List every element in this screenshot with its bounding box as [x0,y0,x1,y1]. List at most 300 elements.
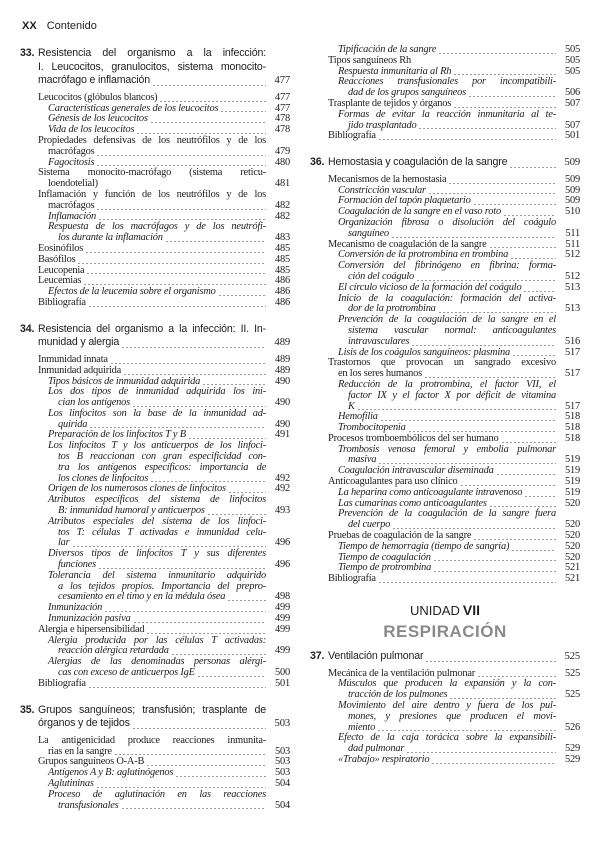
toc-line [310,337,580,348]
page-number: 521 [565,562,580,574]
toc-entry [310,131,580,142]
toc-line-text: Pruebas de coagulación de la sangre [328,530,472,542]
dot-leader [473,197,556,207]
toc-line-text: Grupos sanguíneos; transfusión; trasplante de [38,703,266,716]
toc-line-text: B: inmunidad humoral y anticuerpos [58,505,205,517]
toc-line-text: Trombosis venosa femoral y embolia pulmonar [338,443,556,455]
toc-line-text: Antígenos A y B: aglutinógenos [48,767,174,779]
page-number: 499 [275,645,290,657]
dot-leader [96,158,266,168]
toc-line-text: Bibliografía [328,573,376,585]
dot-leader [357,402,556,412]
toc-column-left [20,47,290,825]
toc-line-text: rias en la sangre [48,745,112,757]
toc-line-text: transfusionales [58,799,119,811]
toc-subentry [310,261,580,283]
chapter-number: 37. [310,650,325,663]
page-number: 503 [274,718,290,730]
dot-leader [411,338,556,348]
chapter-block [20,704,290,812]
toc-line-text: Mecánica de la ventilación pulmonar [328,667,476,679]
page-number: 504 [275,777,290,789]
toc-line-text: Atributos especiales del sistema de los linfoci- [48,515,266,527]
toc-line [20,704,290,718]
toc-line [20,625,290,636]
dot-leader [121,801,266,811]
dot-leader [188,431,266,441]
toc-line-text: Anticoagulantes para uso clínico [328,476,458,488]
page-number: 480 [275,156,290,168]
toc-line-text: Inmunización [48,602,103,614]
page-number: 525 [564,651,580,663]
unit-label [310,603,580,618]
toc-line-text: dad de los grupos sanguíneos [348,87,466,99]
toc-subentry [20,495,290,517]
toc-line-text: dad pulmonar [348,743,405,755]
toc-line [20,366,290,377]
toc-line-text: Efectos de la leucemia sobre el organismo [48,286,216,298]
dot-leader [378,575,556,585]
toc-subentry [310,218,580,240]
toc-line [20,201,290,212]
toc-line-text: ción del coágulo [348,270,415,282]
toc-line-text: Reducción de la protrombina, el factor VII, el [338,378,556,390]
page-number: 485 [275,253,290,265]
toc-line-text: reacción alérgica retardada [58,645,169,657]
toc-line [20,790,290,801]
toc-entry [20,93,290,104]
dot-leader [150,474,266,484]
toc-line-text: mones, y presiones que producen el movi- [348,710,556,722]
page-number: 529 [565,754,580,766]
dot-leader [377,723,556,733]
dot-leader [511,543,556,553]
toc-line-text: tra los antígenos específicos: importancia de [58,461,266,473]
dot-leader [96,780,266,790]
page-number: 509 [565,173,580,185]
toc-line-text: Tipificación de la sangre [338,44,437,55]
toc-line-text: sistema vascular normal: anticoagulantes [348,324,556,336]
toc-line-text: Hemostasia y coagulación de la sangre [328,156,508,169]
chapter-heading [310,650,580,664]
page-number: 512 [565,270,580,282]
toc-line [310,574,580,585]
toc-line-text: Mecanismos de la hemostasia [328,173,447,185]
toc-line-text: tos B reaccionan con gran especificidad con- [58,451,266,463]
toc-subentry [310,283,580,294]
toc-line-text: Atributos específicos del sistema de linfocitos [48,494,266,506]
toc-line-text: «Trabajo» respiratorio [338,754,430,766]
toc-line-text: los durante la inflamación [58,232,163,244]
toc-subentry [20,441,290,484]
toc-line-text: Constricción vascular [338,184,426,196]
page-number: 505 [565,54,580,66]
toc-line-text: Inflamación y función de los neutrófilos y de los [38,188,266,200]
toc-entry [20,255,290,266]
dot-leader [438,46,556,56]
toc-subentry [310,733,580,755]
dot-leader [380,413,556,423]
toc-line-text: masiva [348,454,377,466]
toc-line-text: Bibliografía [38,296,86,308]
toc-line-text: Fagocitosis [48,156,95,168]
dot-leader [460,478,556,488]
unit-word: UNIDAD [410,603,460,619]
toc-subentry [310,679,580,701]
dot-leader [227,593,266,603]
chapter-block [310,650,580,766]
toc-line-text: Bibliografía [38,677,86,689]
page-number: 509 [565,195,580,207]
dot-leader [489,499,556,509]
dot-leader [110,356,266,366]
toc-line [20,736,290,747]
dot-leader [378,456,556,466]
dot-leader [98,212,266,222]
toc-line-text: Alergia e hipersensibilidad [38,623,145,635]
page-number-roman: XX [22,20,37,32]
page-number: 517 [565,346,580,358]
toc-line [20,336,290,350]
dot-leader [218,288,266,298]
toc-line-text: Tiempo de coagulación [338,551,431,563]
toc-line-text: Mecanismo de coagulación de la sangre [328,238,487,250]
toc-subentry [310,445,580,467]
page-number: 477 [275,91,290,103]
dot-leader [503,208,556,218]
toc-line-text: quirida [58,418,88,430]
page-number: 496 [275,559,290,571]
toc-line-text: jido trasplantado [348,119,417,131]
toc-entry [20,366,290,377]
toc-line-text: cesamiento en el timo y en la médula ósea [58,591,226,603]
toc-line-text: macrófagos [48,145,95,157]
toc-line-text: Trastornos que provocan un sangrado excesivo [328,357,556,369]
toc-line-text: dor de la protrombina [348,303,436,315]
toc-line [310,131,580,142]
toc-entry [20,298,290,309]
toc-entry [310,574,580,585]
unit-title: RESPIRACIÓN [383,622,507,642]
dot-leader [197,669,266,679]
page-number: 499 [275,623,290,635]
dot-leader [114,747,266,757]
toc-line-text: Reacciones transfusionales por incompatibili- [338,76,556,88]
dot-leader [378,132,556,142]
dot-leader [433,564,556,574]
dot-leader [202,377,266,387]
dot-leader [418,121,556,131]
chapter-block [310,156,580,585]
toc-line-text: Movimiento del aire dentro y fuera de los pul- [338,700,556,712]
page-number: 490 [275,397,290,409]
toc-line-text: Ventilación pulmonar [328,650,424,663]
page-number: 504 [275,799,290,811]
toc-line [310,156,580,170]
dot-leader [85,245,266,255]
toc-line-text: Vida de los leucocitos [48,124,135,136]
page-number: 513 [565,281,580,293]
toc-line-text: intravasculares [348,335,410,347]
toc-line-text: tracción de los pulmones [348,689,448,701]
page-number: 516 [565,335,580,347]
page-number: 481 [275,178,290,190]
running-title: Contenido [46,20,97,32]
page-number: 519 [565,465,580,477]
dot-leader [98,561,266,571]
dot-leader [72,539,266,549]
dot-leader [425,654,556,664]
toc-subentry [20,517,290,549]
toc-line-text: Tolerancia del sistema inmunitario adquirido [48,569,266,581]
toc-line [20,298,290,309]
toc-entry [20,168,290,190]
page-number: 520 [565,497,580,509]
toc-line-text: Eosinófilos [38,242,84,254]
toc-line-text: Los linfocitos son la base de la inmunidad ad- [48,407,266,419]
toc-subentry [310,110,580,132]
dot-leader [132,399,266,409]
toc-line-text: Hemofilia [338,411,378,423]
toc-line-text: Leucocitos (glóbulos blancos) [38,91,158,103]
dot-leader [175,769,266,779]
page-number: 493 [275,505,290,517]
toc-line-text: Sistema monocito-macrófago (sistema reticu- [38,167,266,179]
toc-entry [310,56,580,67]
dot-leader [165,234,266,244]
page-number: 492 [275,483,290,495]
toc-line-text: Prevención de la coagulación de la sangre fuera [338,508,556,520]
dot-leader [489,240,557,250]
toc-line-text: Tipos básicos de inmunidad adquirida [48,375,201,387]
page-number: 519 [565,454,580,466]
toc-line [310,110,580,121]
dot-leader [123,367,266,377]
toc-subentry [310,701,580,733]
toc-line-text: Inmunidad innata [38,353,108,365]
page-number: 485 [275,242,290,254]
toc-line [20,61,290,75]
dot-leader [136,126,266,136]
dot-leader [468,89,556,99]
page-number: 507 [565,119,580,131]
toc-subentry [310,294,580,316]
toc-line-text: órganos y de tejidos [38,717,130,730]
toc-column-right [310,45,580,780]
toc-line-text: Leucopenia [38,264,85,276]
page-number: 491 [275,429,290,441]
toc-entry [20,679,290,690]
dot-leader [88,299,266,309]
page-number: 490 [275,418,290,430]
page-number: 505 [565,65,580,77]
chapter-number: 36. [310,156,325,169]
toc-line-text: en los seres humanos [338,368,423,380]
page-number: 501 [275,677,290,689]
page-number: 489 [274,337,290,349]
toc-line-text: Resistencia del organismo a la infección: [38,47,266,59]
chapter-number: 35. [20,703,35,716]
page-number: 503 [275,767,290,779]
toc-line-text: Prevención de la coagulación de la sangre en el [338,314,556,326]
dot-leader [433,553,556,563]
toc-line [20,255,290,266]
toc-line-text: loendotelial) [48,178,98,190]
page-number: 520 [565,551,580,563]
dot-leader [510,251,556,261]
chapter-heading [310,156,580,170]
dot-leader [501,435,556,445]
page-number: 503 [275,745,290,757]
page-number: 483 [275,232,290,244]
dot-leader [146,626,266,636]
toc-line-text: Procesos tromboembólicos del ser humano [328,432,499,444]
unit-roman: VII [462,602,480,619]
chapter-heading [20,47,290,88]
toc-line-text: Los linfocitos T y los anticuerpos de los linfoci- [48,440,266,452]
toc-line-text: miento [348,721,376,733]
dot-leader [453,100,556,110]
toc-line-text: Coagulación intravascular diseminada [338,465,494,477]
toc-line-text: Organización fibrosa o disolución del coágulo [338,216,556,228]
toc-line-text: Inflamación [48,210,97,222]
chapter-number: 34. [20,322,35,335]
toc-line-text: Trombocitopenia [338,422,406,434]
page-number: 520 [565,530,580,542]
dot-leader [121,340,266,350]
toc-subentry [310,755,580,766]
page-number: 490 [275,375,290,387]
toc-subentry [310,315,580,347]
chapter-number: 33. [20,47,35,59]
unit-heading [310,603,580,642]
toc-line [310,712,580,723]
page-number: 478 [275,124,290,136]
toc-line-text: Tiempo de hemorragia (tiempo de sangría) [338,540,510,552]
dot-leader [391,230,556,240]
page-number: 519 [565,476,580,488]
toc-line-text: Alergia producida por las células T activadas: [48,634,266,646]
dot-leader [83,277,266,287]
toc-subentry [310,509,580,531]
toc-line-text: Trasplante de tejidos y órganos [328,97,452,109]
page-number: 518 [565,411,580,423]
toc-line [20,93,290,104]
page-number: 485 [275,264,290,276]
toc-line-text: del cuerpo [348,519,391,531]
toc-line-text: Alergias de las denominadas personas alérgi- [48,656,266,668]
toc-line-text: Efecto de la caja torácica sobre la expansibili- [338,732,556,744]
chapter-block [20,47,290,309]
toc-entry [20,190,290,212]
dot-leader [512,348,556,358]
dot-leader [524,489,556,499]
page-number: 505 [565,44,580,55]
toc-entry [20,736,290,758]
chapter-continuation [310,45,580,142]
page-number: 478 [275,113,290,125]
toc-line-text: Inmunización pasiva [48,613,131,625]
dot-leader [220,104,266,114]
page-number: 499 [275,602,290,614]
toc-line-text: Tipos sanguíneos Rh [328,54,411,66]
dot-leader [207,507,266,517]
toc-line-text: Inmunidad adquirida [38,364,122,376]
toc-line-text: Preparación de los linfocitos T y B [48,429,186,441]
toc-entry [20,136,290,158]
toc-line-text: K [348,400,355,412]
toc-line-text: a los tejidos propios. Importancia del prepro- [58,580,266,592]
toc-line [310,56,580,67]
dot-leader [477,669,556,679]
dot-leader [104,604,266,614]
page-number: 517 [565,368,580,380]
page-number: 519 [565,486,580,498]
toc-line-text: Características generales de los leucocitos [48,102,219,114]
dot-leader [509,160,556,170]
page-number: 509 [565,184,580,196]
toc-line-text: Génesis de los leucocitos [48,113,148,125]
toc-subentry [20,657,290,679]
page-number: 513 [565,303,580,315]
page-number: 492 [275,472,290,484]
toc-line-text: Formación del tapón plaquetario [338,195,471,207]
dot-leader [431,756,556,766]
toc-line-text: Origen de los numerosos clones de linfocitos [48,483,226,495]
dot-leader [424,370,556,380]
page-number: 501 [565,130,580,142]
toc-line [310,283,580,294]
toc-line-text: El círculo vicioso de la formación del coágulo [338,281,522,293]
toc-line-text: Coagulación de la sangre en el vaso roto [338,206,501,218]
toc-line-text: Grupos sanguíneos O-A-B [38,756,145,768]
page-number: 500 [275,667,290,679]
toc-line-text: Resistencia del organismo a la infección: II. In- [38,322,266,335]
chapter-heading [20,704,290,731]
toc-line-text: macrófagos [48,199,95,211]
toc-line [20,74,290,88]
page-number: 520 [565,540,580,552]
page-number: 489 [275,364,290,376]
toc-line-text: cas con exceso de anticuerpos IgE [58,667,195,679]
toc-line-text: Conversión del fibrinógeno en fibrina: forma- [338,260,556,272]
toc-subentry [310,380,580,412]
toc-subentry [20,409,290,431]
toc-line [20,717,290,731]
page-number: 526 [565,721,580,733]
page-number: 518 [565,422,580,434]
toc-line-text: cian los antígenos [58,397,131,409]
dot-leader [473,532,556,542]
page-number: 477 [274,75,290,87]
dot-leader [449,691,556,701]
page-number: 486 [275,296,290,308]
toc-line-text: Tiempo de protrombina [338,562,432,574]
toc-subentry [20,571,290,603]
toc-line-text: macrófago e inflamación [38,74,150,87]
page-number: 498 [275,591,290,603]
page-number: 521 [565,573,580,585]
toc-line-text: Bibliografía [328,130,376,142]
toc-line-text: Conversión de la protrombina en trombina [338,249,509,261]
toc-subentry [310,77,580,99]
dot-leader [89,420,266,430]
toc-line-text: Proceso de aglutinación en las reacciones [48,788,266,800]
page-number: 499 [275,613,290,625]
dot-leader [392,521,556,531]
toc-line-text: Los dos tipos de inmunidad adquirida los ini- [48,386,266,398]
dot-leader [406,745,556,755]
